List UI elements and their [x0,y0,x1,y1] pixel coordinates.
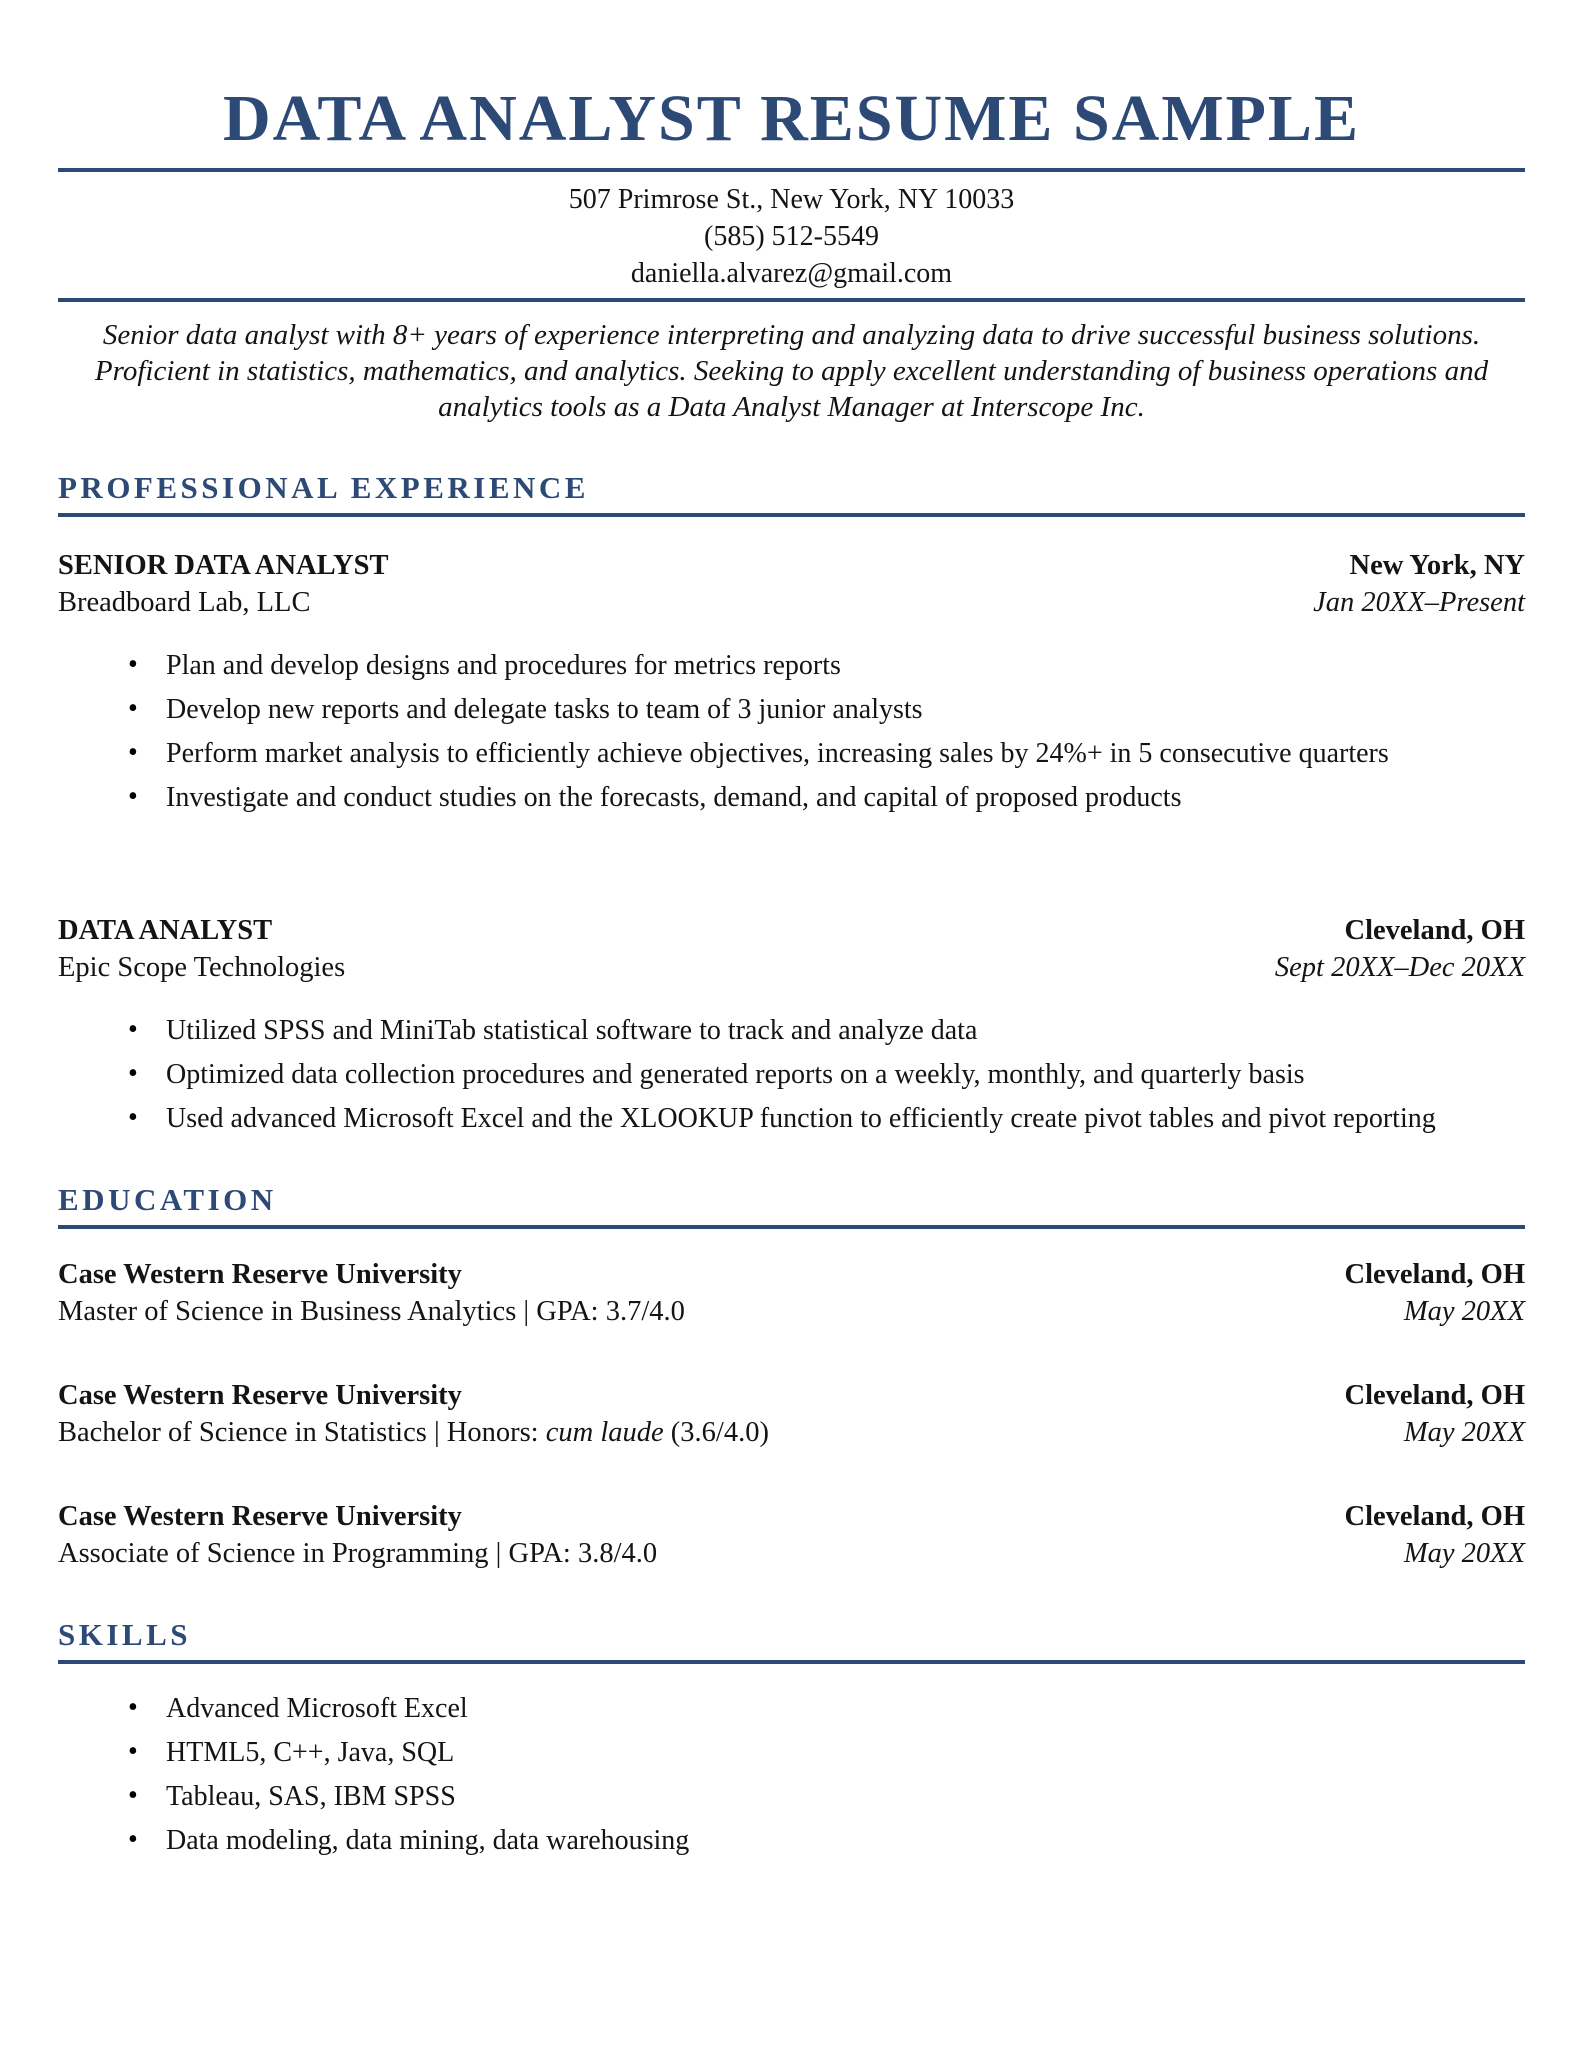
degree-line [58,1535,657,1572]
degree-line [58,1293,685,1330]
degree-honors-italic: cum laude [545,1417,664,1449]
bullet-item: • Optimized data collection procedures and generated reports on a weekly, monthly, and quarterly basis [166,1057,1519,1093]
section-experience [58,471,1525,1137]
education-entry-bachelors [58,1377,1525,1451]
education-divider [58,1225,1525,1229]
school-location: Cleveland, OH [1344,1501,1525,1533]
school-name: Case Western Reserve University [58,1259,462,1291]
skill-item: • Tableau, SAS, IBM SPSS [166,1779,1519,1815]
page-title: DATA ANALYST RESUME SAMPLE [223,82,1360,155]
graduation-date: May 20XX [1403,1417,1525,1449]
bullet-item: • Plan and develop designs and procedures for metrics reports [166,648,1519,684]
graduation-date: May 20XX [1403,1296,1525,1328]
skills-list [58,1691,1525,1859]
education-heading: EDUCATION [58,1182,277,1218]
bullet-item: • Develop new reports and delegate tasks to team of 3 junior analysts [166,692,1519,728]
job-dates: Sept 20XX–Dec 20XX [1274,952,1525,984]
school-name: Case Western Reserve University [58,1380,462,1412]
job-company: Breadboard Lab, LLC [58,587,311,619]
bullet-item: • Utilized SPSS and MiniTab statistical software to track and analyze data [166,1013,1519,1049]
school-location: Cleveland, OH [1344,1259,1525,1291]
job-location: New York, NY [1349,550,1525,582]
contact-block [58,181,1525,292]
degree-text: Bachelor of Science in Statistics | Honors: [58,1417,546,1449]
bullet-item: • Investigate and conduct studies on the forecasts, demand, and capital of proposed products [166,780,1519,816]
skill-item: • HTML5, C++, Java, SQL [166,1735,1519,1771]
bullet-list [58,1013,1525,1137]
job-title: SENIOR DATA ANALYST [58,550,389,582]
summary-text: Senior data analyst with 8+ years of experience interpreting and analyzing data to drive successful business solutions. Proficient in statistics, mathematics, and analytics. Seeking to apply excellent understanding of business operations and analytics tools as a Data Analyst Manager at Interscope Inc. [94,319,1489,423]
education-entry-associate [58,1498,1525,1572]
education-entry-masters [58,1256,1525,1330]
bullet-item: • Perform market analysis to efficiently achieve objectives, increasing sales by 24%+ in 5 consecutive quarters [166,736,1519,772]
contact-phone: (585) 512-5549 [704,221,879,252]
contact-divider [58,298,1525,302]
job-block-data-analyst [58,912,1525,1137]
job-dates: Jan 20XX–Present [1313,587,1525,619]
skills-divider [58,1660,1525,1664]
degree-text-suffix: (3.6/4.0) [663,1417,769,1449]
degree-text: Associate of Science in Programming | GPA: 3.8/4.0 [58,1538,658,1570]
school-name: Case Western Reserve University [58,1501,462,1533]
contact-address: 507 Primrose St., New York, NY 10033 [568,184,1015,215]
bullet-item: • Used advanced Microsoft Excel and the XLOOKUP function to efficiently create pivot tables and pivot reporting [166,1101,1519,1137]
experience-heading: PROFESSIONAL EXPERIENCE [58,470,589,505]
job-company: Epic Scope Technologies [58,952,346,984]
graduation-date: May 20XX [1403,1538,1525,1570]
job-block-senior-data-analyst [58,547,1525,816]
section-skills [58,1618,1525,1859]
title-divider [58,168,1525,172]
school-location: Cleveland, OH [1344,1380,1525,1412]
degree-line [58,1414,769,1451]
skill-item: • Data modeling, data mining, data warehousing [166,1823,1519,1859]
job-title: DATA ANALYST [58,915,273,947]
job-location: Cleveland, OH [1344,915,1525,947]
skills-heading: SKILLS [58,1617,192,1653]
section-education [58,1183,1525,1572]
bullet-list [58,648,1525,816]
degree-text: Master of Science in Business Analytics | GPA: 3.7/4.0 [58,1296,685,1328]
skill-item: • Advanced Microsoft Excel [166,1691,1519,1727]
experience-divider [58,513,1525,517]
contact-email: daniella.alvarez@gmail.com [630,258,953,289]
